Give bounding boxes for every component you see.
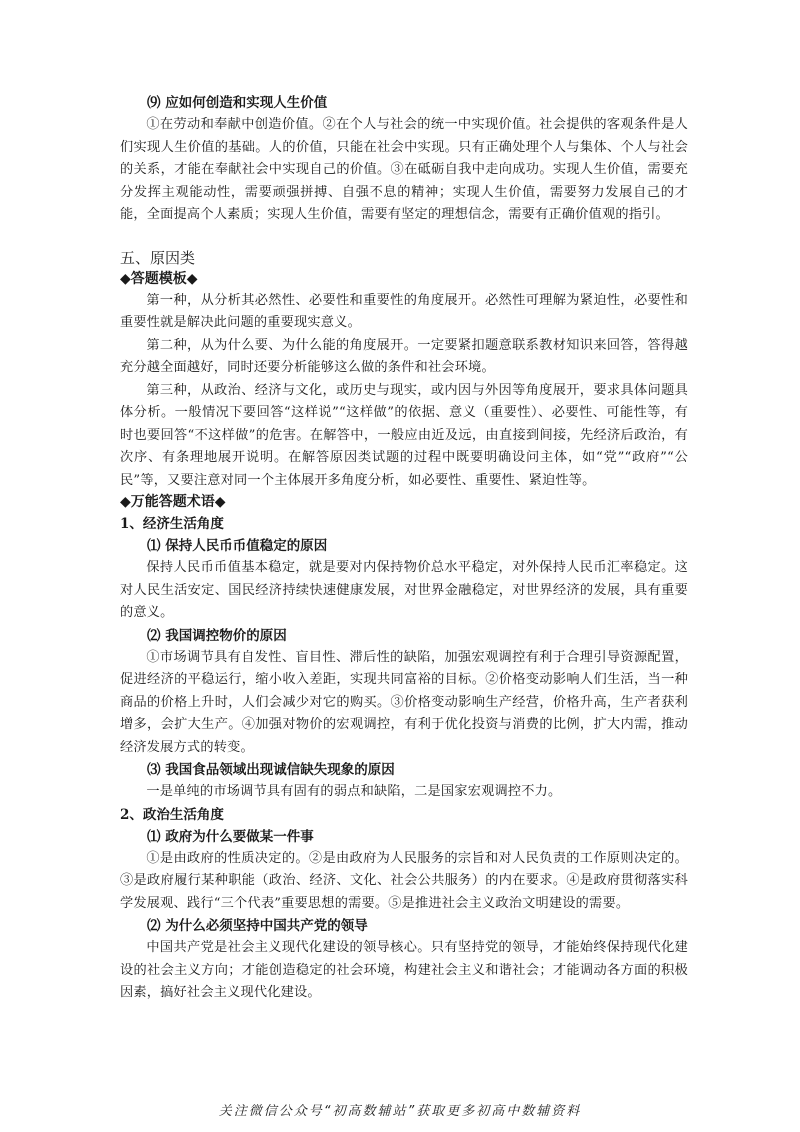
footer-promo-text: 关注微信公众号“初高数辅站”获取更多初高中数辅资料	[218, 1104, 582, 1119]
section5-title: 五、原因类	[120, 248, 196, 267]
political-title: 2、政治生活角度	[120, 806, 224, 823]
economic-item-1-paragraph: 保持人民币币值基本稳定，就是要对内保持物价总水平稳定，对外保持人民币汇率稳定。这对人民生活安定、国民经济持续快速健康发展，对世界金融稳定，对世界经济的发展，具有重要的意义。	[120, 560, 688, 620]
political-item-2-paragraph: 中国共产党是社会主义现代化建设的领导核心。只有坚持党的领导，才能始终保持现代化建设的社会主义方向；才能创造稳定的社会环境，构建社会主义和谐社会；才能调动各方面的积极因素，搞好社会主义现代化建设。	[120, 940, 688, 1000]
template-paragraph-1: 第一种，从分析其必然性、必要性和重要性的角度展开。必然性可理解为紧迫性，必要性和重要性就是解决此问题的重要现实意义。	[120, 292, 688, 330]
document-body	[120, 92, 688, 1005]
economic-item-3-paragraph: 一是单纯的市场调节具有固有的弱点和缺陷，二是国家宏观调控不力。	[146, 784, 562, 799]
template-paragraph-2: 第二种，从为什么要、为什么能的角度展开。一定要紧扣题意联系教材知识来回答，答得越充分越全面越好，同时还要分析能够这么做的条件和社会环境。	[120, 337, 688, 375]
economic-title: 1、经济生活角度	[120, 516, 224, 532]
template-paragraph-3: 第三种，从政治、经济与文化，或历史与现实，或内因与外因等角度展开，要求具体问题具体分析。一般情况下要回答“这样说”“这样做”的依据、意义（重要性）、必要性、可能性等，有时也要回答“不这样做”的危害。在解答中，一般应由近及远，由直接到间接，先经济后政治，有次序、有条理地展开说明。在解答原因类试题的过程中既要明确设问主体，如“党”“政府”“公民”等，又要注意对同一个主体展开多角度分析，如必要性、重要性、紧迫性等。	[120, 382, 688, 488]
economic-item-2-paragraph: ①市场调节具有自发性、盲目性、滞后性的缺陷，加强宏观调控有利于合理引导资源配置，促进经济的平稳运行，缩小收入差距，实现共同富裕的目标。②价格变动影响人们生活，当一种商品的价格上升时，人们会减少对它的购买。③价格变动影响生产经营，价格升高，生产者获利增多，会扩大生产。④加强对物价的宏观调控，有利于优化投资与消费的比例，扩大内需，推动经济发展方式的转变。	[120, 649, 688, 755]
block9-heading: ⑼ 应如何创造和实现人生价值	[147, 95, 328, 111]
political-item-1-heading: ⑴ 政府为什么要做某一件事	[147, 828, 314, 845]
template-heading: ◆答题模板◆	[120, 270, 198, 287]
economic-item-3-heading: ⑶ 我国食品领域出现诚信缺失现象的原因	[147, 762, 395, 778]
economic-item-1-heading: ⑴ 保持人民币币值稳定的原因	[147, 538, 328, 554]
terms-heading: ◆万能答题术语◆	[120, 494, 226, 510]
political-item-2-heading: ⑵ 为什么必须坚持中国共产党的领导	[147, 918, 368, 934]
political-item-1-paragraph: ①是由政府的性质决定的。②是由政府为人民服务的宗旨和对人民负责的工作原则决定的。③是政府履行某种职能（政治、经济、文化、社会公共服务）的内在要求。④是政府贯彻落实科学发展观、践行“三个代表”重要思想的需要。⑤是推进社会主义政治文明建设的需要。	[120, 850, 688, 911]
economic-item-2-heading: ⑵ 我国调控物价的原因	[147, 627, 287, 644]
block9-paragraph: ①在劳动和奉献中创造价值。②在个人与社会的统一中实现价值。社会提供的客观条件是人们实现人生价值的基础。人的价值，只能在社会中实现。只有正确处理个人与集体、个人与社会的关系，才能在奉献社会中实现自己的价值。③在砥砺自我中走向成功。实现人生价值，需要充分发挥主观能动性，需要顽强拼搏、自强不息的精神；实现人生价值，需要努力发展自己的才能，全面提高个人素质；实现人生价值，需要有坚定的理想信念，需要有正确价值观的指引。	[120, 117, 688, 222]
